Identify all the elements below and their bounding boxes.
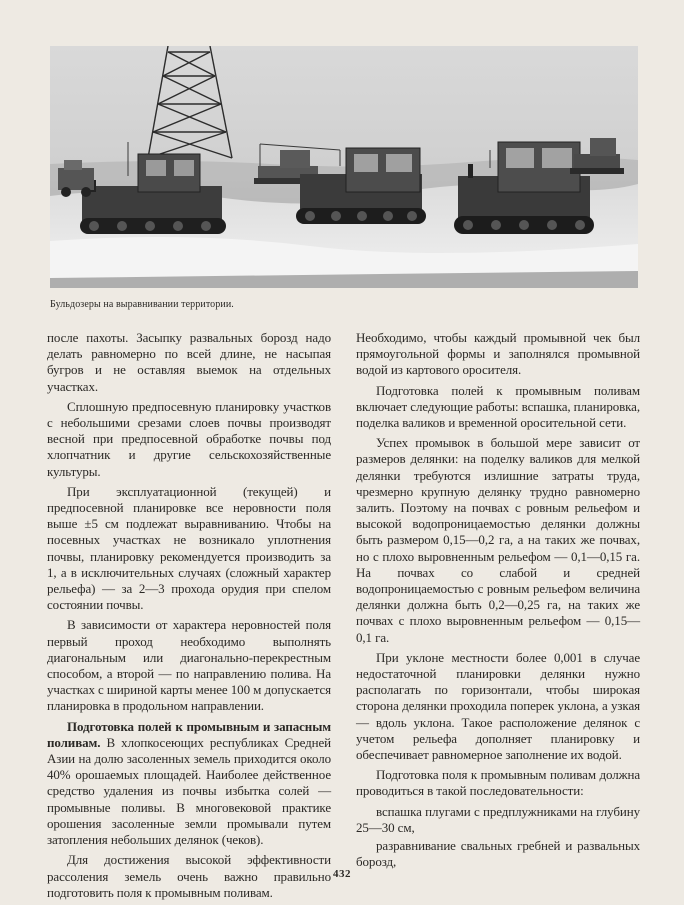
paragraph: Сплошную предпосевную планировку участков с небольшими срезами слоев почвы производят весной при предпосевной обработке почвы под хлопчатник и другие сельскохозяйственные культуры. [47, 398, 331, 479]
paragraph: Для достижения высокой эффективности рассоления земель очень важно правильно подготовить поля к промывным поливам. [47, 852, 331, 900]
list-item: разравнивание свальных гребней и развальных борозд, [356, 838, 640, 870]
paragraph: Подготовка поля к промывным поливам должна проводиться в такой последовательности: [356, 767, 640, 799]
paragraph: При эксплуатационной (текущей) и предпосевной планировке все неровности поля выше ±5 см подлежат выравниванию. Чтобы на посевных участках не возникало уплотнения почвы, планировку рекомендуется производить за 1, а в исключительных случаях (сложный характер рельефа) — за 2—3 прохода орудия при спелом состоянии почвы. [47, 483, 331, 613]
paragraph: Успех промывок в большой мере зависит от размеров делянки: на поделку валиков для мелкой делянки требуются излишние затраты труда, чрезмерно крупную делянку трудно равномерно залить. Поэтому на почвах с ровным рельефом и высокой водопроницаемостью делянки должны быть размером 0,15—0,2 га, а на таких же почвах, но с плохо выровненным рельефом — 0,1—0,15 га. На почвах со слабой и средней водопроницаемостью с ровным рельефом величина делянки должна быть 0,2—0,25 га, на таких же почвах с плохо выровненным рельефом — 0,15—0,1 га. [356, 435, 640, 645]
page-number: 432 [333, 868, 351, 880]
paragraph: после пахоты. Засыпку развальных борозд надо делать равномерно по всей длине, не насыпая бугров и не оставляя выемок на отдельных участках. [47, 330, 331, 394]
list-item: вспашка плугами с предплужниками на глубину 25—30 см, [356, 803, 640, 835]
bulldozers-photo [50, 46, 638, 288]
photo-caption: Бульдозеры на выравнивании территории. [50, 299, 234, 310]
paragraph: Подготовка полей к промывным поливам включает следующие работы: вспашка, планировка, поделка валиков и временной оросительной сети. [356, 382, 640, 431]
right-column [356, 330, 640, 873]
bulldozers-illustration [50, 46, 638, 288]
left-column [47, 330, 331, 905]
paragraph: Необходимо, чтобы каждый промывной чек был прямоугольной формы и заполнялся промывной водой из картового оросителя. [356, 330, 640, 378]
paragraph: В зависимости от характера неровностей поля первый проход необходимо выполнять диагональным или диагонально-перекрестным способом, а второй — по направлению полива. На участках с шириной карты менее 100 м допускается планировка в продольном направлении. [47, 617, 331, 714]
paragraph: При уклоне местности более 0,001 в случае недостаточной планировки делянки нужно располагать по горизонтали, чтобы широкая сторона делянки проходила поперек уклона, а узкая — вдоль уклона. Такое расположение делянок с учетом рельефа дополняет планировку и обеспечивает равномерное заполнение их водой. [356, 649, 640, 763]
section-heading: Подготовка полей к промывным и запасным поливам. [47, 718, 331, 750]
section-paragraph [47, 719, 331, 849]
section-text: В хлопкосеющих республиках Средней Азии на долю засоленных земель приходится около 40% орошаемых площадей. Наиболее действенное средство удаления из почвы избытка солей — промывные поливы. В многовековой практике орошения засоленные земли промывали путем затопления небольших делянок (чеков). [47, 734, 331, 848]
